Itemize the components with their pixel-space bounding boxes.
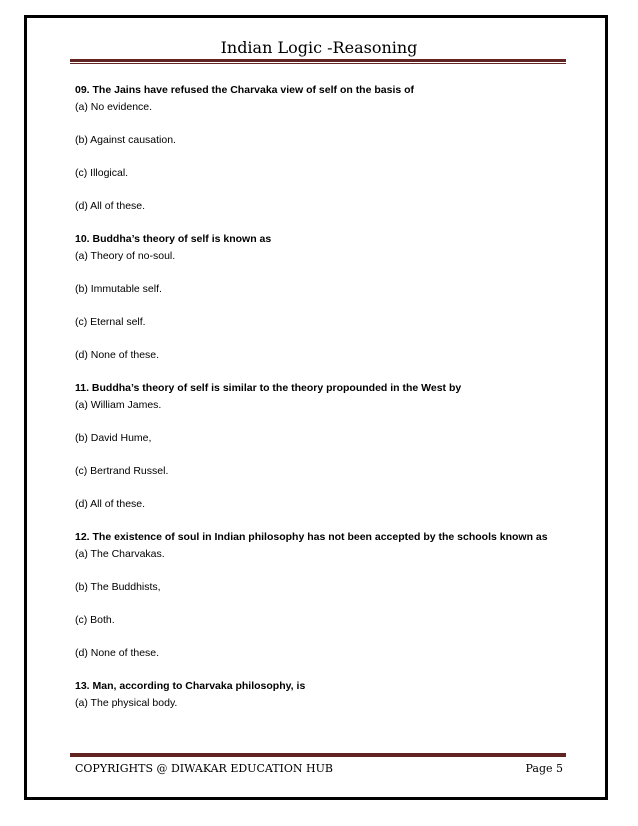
question-list: [75, 82, 565, 728]
question-09-option-d: (d) All of these.: [75, 200, 146, 212]
header-rule: [70, 59, 566, 64]
question-10: 10. Buddha’s theory of self is known as: [75, 233, 272, 245]
question-10-option-c: (c) Eternal self.: [75, 316, 146, 328]
question-12-option-b: (b) The Buddhists,: [75, 581, 161, 593]
question-11-option-b: (b) David Hume,: [75, 432, 152, 444]
footer-page-number: Page 5: [525, 762, 563, 775]
question-11: 11. Buddha’s theory of self is similar to the theory propounded in the West by: [75, 382, 462, 394]
question-11-option-d: (d) All of these.: [75, 498, 146, 510]
page-header-title: Indian Logic -Reasoning: [220, 38, 418, 57]
question-10-option-d: (d) None of these.: [75, 349, 160, 361]
footer-copyright: COPYRIGHTS @ DIWAKAR EDUCATION HUB: [75, 762, 333, 775]
question-09-option-c: (c) Illogical.: [75, 167, 129, 179]
question-09: 09. The Jains have refused the Charvaka view of self on the basis of: [75, 84, 415, 96]
question-13: 13. Man, according to Charvaka philosophy, is: [75, 680, 306, 692]
question-10-option-a: (a) Theory of no-soul.: [75, 250, 176, 262]
question-12-option-d: (d) None of these.: [75, 647, 160, 659]
question-11-option-c: (c) Bertrand Russel.: [75, 465, 169, 477]
question-12-option-c: (c) Both.: [75, 614, 115, 626]
question-10-option-b: (b) Immutable self.: [75, 283, 162, 295]
question-11-option-a: (a) William James.: [75, 399, 162, 411]
question-13-option-a: (a) The physical body.: [75, 697, 178, 709]
question-09-option-a: (a) No evidence.: [75, 101, 153, 113]
footer-rule: [70, 752, 566, 757]
question-12-option-a: (a) The Charvakas.: [75, 548, 165, 560]
question-12: 12. The existence of soul in Indian philosophy has not been accepted by the schools known as: [75, 531, 548, 543]
question-09-option-b: (b) Against causation.: [75, 134, 176, 146]
